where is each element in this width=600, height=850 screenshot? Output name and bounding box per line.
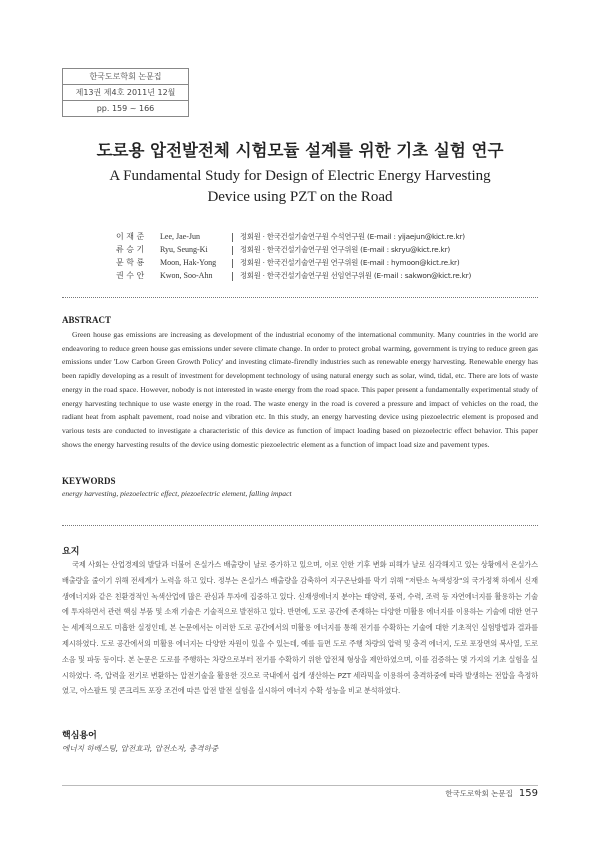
author-row bbox=[116, 230, 471, 243]
separator-bar bbox=[232, 246, 233, 255]
journal-pages: pp. 159 ~ 166 bbox=[96, 104, 155, 113]
abstract-body: Green house gas emissions are increasing as development of the industrial economy of the international community. Many countries in the world are endeavoring to reduce green house gas emissions under severe climate change. In order to protect grobal warming, government is trying to reduce green gas emissions under 'Low Carbon Green Growth Policy' and investing climate-firendly industries such as renewable energy harvesting. Renewable energy has been rapidly developing as a result of investment for development technology of using natural energy such as solar, wind, tidal, etc. There are lots of waste energy in the road space. However, nobody is not interested in waste energy from the road space. This paper present a fundamentally experimental study of energy harvesting technique to use waste energy in the road. The waste energy in the road is covered a pressure and impact of vehicles on the road, the radiant heat from asphalt pavement, road noise and vibration etc. In this study, an energy harvesting device using piezoelectric element is proposed and various tests are conducted to investigate a characteristic of this device as function of impact loading based on piezoelectric effect behavior. This paper shows the energy harvesting results of the device using domestic piezoelectric element as a function of impact load size and pavement types. bbox=[62, 330, 538, 449]
author-name-en: Lee, Jae-Jun bbox=[160, 232, 200, 241]
summary-ko-heading: 요지 bbox=[62, 547, 80, 557]
author-list bbox=[116, 230, 471, 282]
separator-bar bbox=[232, 272, 233, 281]
author-affiliation-text: 정회원 · 한국건설기술연구원 연구위원 (E-mail : skryu@kict.re.kr) bbox=[240, 245, 451, 254]
author-affiliation-text: 정회원 · 한국건설기술연구원 연구위원 (E-mail : hymoon@kict.re.kr) bbox=[240, 258, 460, 267]
keywords-heading: KEYWORDS bbox=[62, 476, 116, 486]
dotted-divider bbox=[62, 525, 538, 526]
author-name-ko: 문 학 룡 bbox=[116, 258, 145, 267]
author-affiliation bbox=[232, 243, 450, 256]
journal-info-box bbox=[62, 68, 189, 117]
author-name-en: Moon, Hak-Yong bbox=[160, 258, 217, 267]
keywords-text: energy harvesting, piezoelectric effect, piezoelectric element, falling impact bbox=[62, 489, 292, 498]
separator-bar bbox=[232, 259, 233, 268]
keywords-ko-text: 에너지 하베스팅, 압전효과, 압전소자, 충격하중 bbox=[62, 744, 219, 753]
author-affiliation-text: 정회원 · 한국건설기술연구원 수석연구원 (E-mail : yijaejun@kict.re.kr) bbox=[240, 232, 465, 241]
author-affiliation bbox=[232, 230, 465, 243]
title-english-line-1: A Fundamental Study for Design of Electric Energy Harvesting bbox=[109, 168, 491, 184]
page-number: 159 bbox=[518, 788, 538, 799]
dotted-divider bbox=[62, 297, 538, 298]
author-name-en: Kwon, Soo-Ahn bbox=[160, 271, 213, 280]
author-row bbox=[116, 269, 471, 282]
author-name-ko: 류 승 기 bbox=[116, 245, 145, 254]
separator-bar bbox=[232, 233, 233, 242]
footer-rule bbox=[62, 785, 538, 786]
abstract-heading: ABSTRACT bbox=[62, 315, 112, 325]
author-row bbox=[116, 243, 471, 256]
footer-journal-name: 한국도로학회 논문집 bbox=[445, 789, 513, 798]
page-footer bbox=[445, 788, 538, 799]
author-name-ko: 이 재 준 bbox=[116, 232, 145, 241]
author-affiliation bbox=[232, 256, 459, 269]
keywords-ko-heading: 핵심용어 bbox=[62, 731, 97, 741]
author-name-ko: 권 수 안 bbox=[116, 271, 145, 280]
title-korean: 도로용 압전발전체 시험모듈 설계를 위한 기초 실험 연구 bbox=[96, 141, 504, 160]
title-english bbox=[0, 166, 600, 208]
journal-name: 한국도로학회 논문집 bbox=[63, 69, 188, 85]
author-affiliation-text: 정회원 · 한국건설기술연구원 선임연구위원 (E-mail : sakwon@kict.re.kr) bbox=[240, 271, 472, 280]
author-affiliation bbox=[232, 269, 471, 282]
journal-volume: 제13권 제4호 2011년 12월 bbox=[63, 85, 188, 101]
title-english-line-2: Device using PZT on the Road bbox=[207, 189, 393, 205]
author-name-en: Ryu, Seung-Ki bbox=[160, 245, 208, 254]
summary-ko-body: 국제 사회는 산업경제의 발달과 더불어 온실가스 배출량이 날로 증가하고 있으며, 이로 인한 기후 변화 피해가 날로 심각해지고 있는 상황에서 온실가스 배출량을 줄이기 위해 전세계가 노력을 하고 있다. 정부는 온실가스 배출량을 감축하여 지구온난화를 막기 위해 "저탄소 녹색성장"의 국가정책 하에서 신재생에너지와 같은 친환경적인 녹색산업에 많은 관심과 투자에 집중하고 있다. 신재생에너지 분야는 태양력, 풍력, 수력, 조력 등 자연에너지를 활용하는 기술에 투자하면서 관련 핵심 부품 및 소재 기술은 기술적으로 발전하고 있다. 반면에, 도로 공간에 존재하는 다양한 미활용 에너지를 이용하는 기술에 대한 연구는 세계적으로도 미흡한 실정인데, 본 논문에서는 이러한 도로 공간에서의 미활용 에너지를 통해 전기를 수확하는 기술에 대한 기초적인 실험방법과 결과를 제시하였다. 도로 공간에서의 미활용 에너지는 다양한 자원이 있을 수 있는데, 예를 들면 도로 주행 차량의 압력 및 충격 에너지, 도로 포장면의 복사열, 도로 소음 및 파동 등이다. 본 논문은 도로를 주행하는 차량으로부터 전기를 수확하기 위한 압전체 형상을 제안하였으며, 이를 검증하는 몇 가지의 기초 실험을 실시하였다. 즉, 압력을 전기로 변환하는 압전기술을 활용한 것으로 국내에서 쉽게 생산하는 PZT 세라믹을 이용하여 충격하중에 따라 발생하는 전압을 측정하였고, 아스팔트 및 콘크리트 포장 조건에 따른 압전 발전 실험을 실시하여 에너지 수확 성능을 비교 분석하였다. bbox=[62, 560, 538, 696]
author-row bbox=[116, 256, 471, 269]
